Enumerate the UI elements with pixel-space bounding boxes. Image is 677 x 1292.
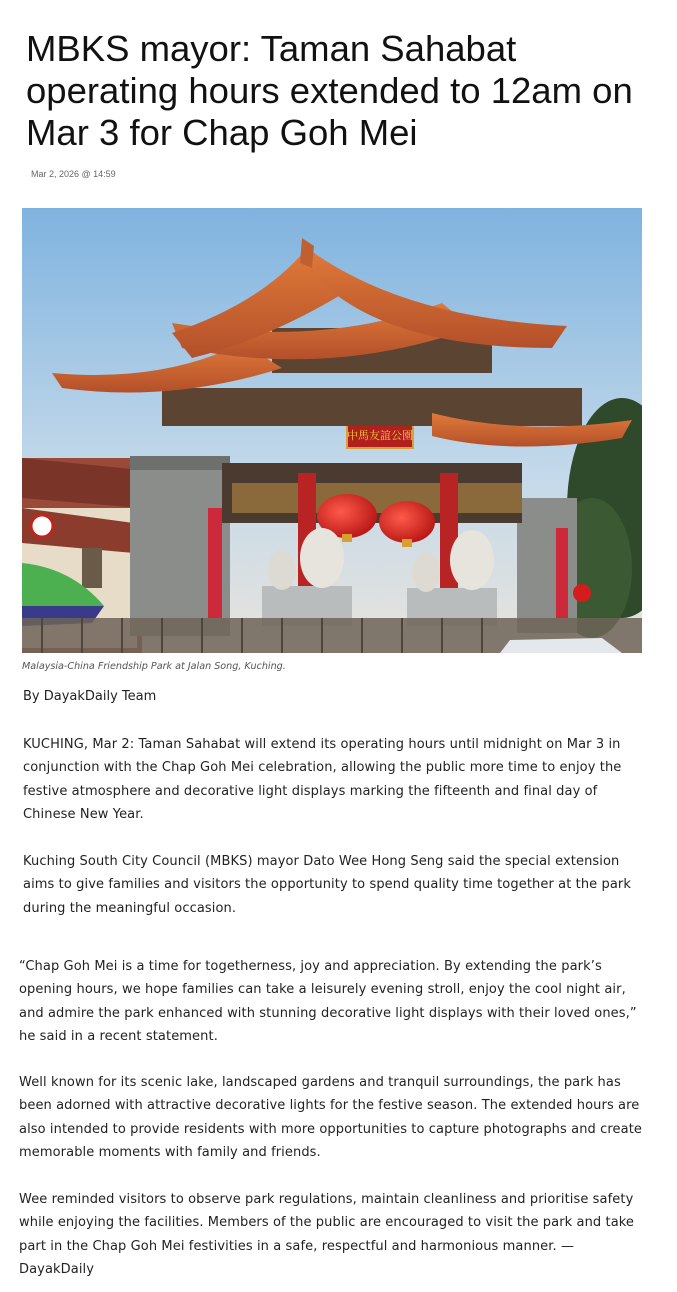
gate-sign-text: 中馬友誼公園: [347, 429, 413, 442]
photo-caption: Malaysia-China Friendship Park at Jalan Song, Kuching.: [22, 661, 286, 672]
article-photo: [22, 208, 642, 653]
article-paragraph: KUCHING, Mar 2: Taman Sahabat will extend its operating hours until midnight on Mar 3 in conjunction with the Chap Goh Mei celebration, allowing the public more time to enjoy the festive atmosphere and decorative light displays marking the fifteenth and final day of Chinese New Year.: [23, 737, 622, 822]
article-paragraph: “Chap Goh Mei is a time for togetherness, joy and appreciation. By extending the park’s opening hours, we hope families can take a leisurely evening stroll, enjoy the cool night air, and admire the park enhanced with stunning decorative light displays with their loved ones,” he said in a recent statement.: [19, 959, 637, 1044]
article-paragraph: Well known for its scenic lake, landscaped gardens and tranquil surroundings, the park has been adorned with attractive decorative lights for the festive season. The extended hours are also intended to provide residents with more opportunities to capture photographs and create memorable moments with family and friends.: [19, 1075, 642, 1160]
byline: By DayakDaily Team: [23, 689, 157, 704]
article-title: MBKS mayor: Taman Sahabat operating hours extended to 12am on Mar 3 for Chap Goh Mei: [26, 28, 633, 153]
article-paragraph: Kuching South City Council (MBKS) mayor Dato Wee Hong Seng said the special extension aims to give families and visitors the opportunity to spend quality time together at the park during the meaningful occasion.: [23, 854, 631, 916]
publish-date: Mar 2, 2026 @ 14:59: [31, 169, 116, 179]
article-paragraph: Wee reminded visitors to observe park regulations, maintain cleanliness and prioritise safety while enjoying the facilities. Members of the public are encouraged to visit the park and take part in the Chap Goh Mei festivities in a safe, respectful and harmonious manner. — DayakDaily: [19, 1192, 635, 1277]
